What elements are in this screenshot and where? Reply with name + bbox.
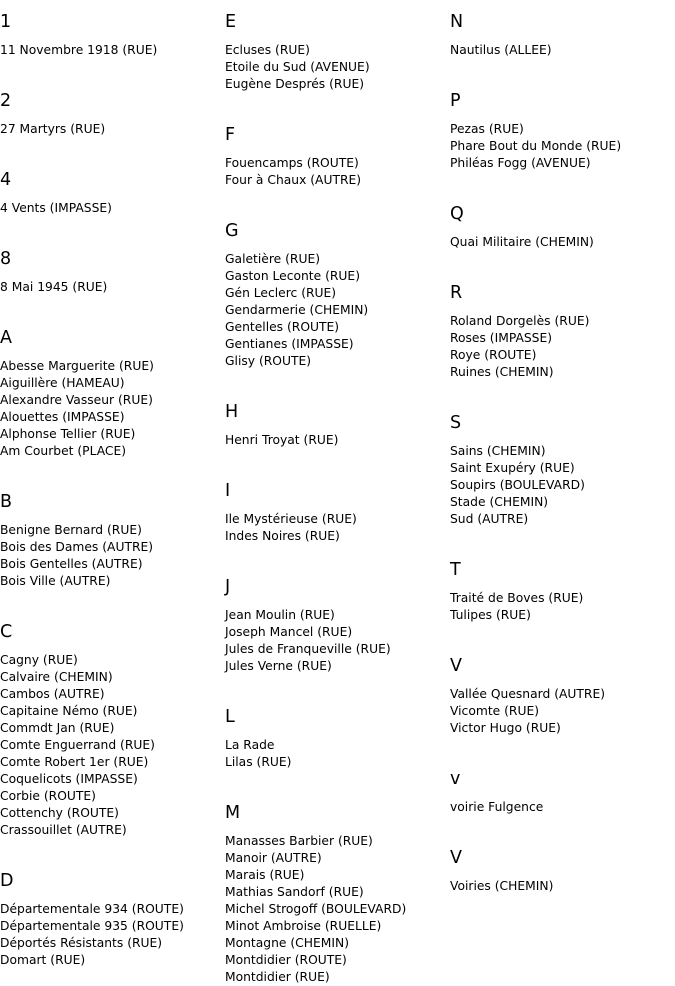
section-letter-heading: V	[450, 656, 462, 676]
street-list	[225, 155, 450, 189]
street-name: Four à Chaux (AUTRE)	[225, 173, 362, 187]
letter-section	[0, 492, 225, 610]
letter-section	[225, 12, 450, 113]
section-spacer	[0, 59, 225, 79]
letter-section	[0, 249, 225, 316]
street-name: Glisy (ROUTE)	[225, 354, 312, 368]
street-name: Alexandre Vasseur (RUE)	[0, 393, 153, 407]
street-list	[0, 901, 225, 969]
letter-section	[0, 622, 225, 859]
street-name: Benigne Bernard (RUE)	[0, 523, 142, 537]
section-letter-heading: H	[225, 402, 239, 422]
street-name: Vicomte (RUE)	[450, 704, 540, 718]
street-name: Eugène Després (RUE)	[225, 77, 365, 91]
street-name: Mathias Sandorf (RUE)	[225, 885, 364, 899]
street-name: Etoile du Sud (AVENUE)	[225, 60, 370, 74]
street-name: Jean Moulin (RUE)	[225, 608, 335, 622]
street-name: Départementale 934 (ROUTE)	[0, 902, 184, 916]
street-name: Corbie (ROUTE)	[0, 789, 96, 803]
section-letter-heading: G	[225, 221, 239, 241]
section-spacer	[450, 172, 675, 192]
section-spacer	[225, 771, 450, 791]
street-name: Stade (CHEMIN)	[450, 495, 549, 509]
letter-section	[225, 402, 450, 469]
street-name: Victor Hugo (RUE)	[450, 721, 561, 735]
section-letter-heading: L	[225, 707, 235, 727]
street-list	[450, 443, 675, 528]
street-name: Vallée Quesnard (AUTRE)	[450, 687, 606, 701]
street-name: La Rade	[225, 738, 275, 752]
street-list	[450, 590, 675, 624]
street-list	[225, 42, 450, 93]
street-name: Domart (RUE)	[0, 953, 86, 967]
street-name: Manoir (AUTRE)	[225, 851, 322, 865]
street-list	[450, 313, 675, 381]
street-name: Indes Noires (RUE)	[225, 529, 340, 543]
street-name: Phare Bout du Monde (RUE)	[450, 139, 622, 153]
section-spacer	[0, 138, 225, 158]
street-name: Am Courbet (PLACE)	[0, 444, 127, 458]
street-name: Saint Exupéry (RUE)	[450, 461, 575, 475]
letter-section	[450, 413, 675, 548]
street-name: Roses (IMPASSE)	[450, 331, 553, 345]
street-name: Cagny (RUE)	[0, 653, 78, 667]
letter-section	[225, 803, 450, 986]
section-letter-heading: T	[450, 560, 461, 580]
street-name: Michel Strogoff (BOULEVARD)	[225, 902, 407, 916]
street-name: Joseph Mancel (RUE)	[225, 625, 353, 639]
section-letter-heading: D	[0, 871, 14, 891]
section-spacer	[225, 93, 450, 113]
street-name: Calvaire (CHEMIN)	[0, 670, 113, 684]
street-name: Lilas (RUE)	[225, 755, 292, 769]
section-letter-heading: 4	[0, 170, 12, 190]
street-list	[0, 200, 225, 217]
street-name: Voiries (CHEMIN)	[450, 879, 554, 893]
street-name: Traité de Boves (RUE)	[450, 591, 584, 605]
section-spacer	[450, 381, 675, 401]
section-spacer	[450, 624, 675, 644]
street-name: Cottenchy (ROUTE)	[0, 806, 119, 820]
section-spacer	[450, 816, 675, 836]
street-list	[450, 686, 675, 737]
section-letter-heading: R	[450, 283, 463, 303]
street-list	[225, 251, 450, 370]
street-name: Commdt Jan (RUE)	[0, 721, 115, 735]
street-name: voirie Fulgence	[450, 800, 544, 814]
street-name: Bois Gentelles (AUTRE)	[0, 557, 143, 571]
letter-section	[0, 170, 225, 237]
street-name: 8 Mai 1945 (RUE)	[0, 280, 108, 294]
street-name: Départementale 935 (ROUTE)	[0, 919, 184, 933]
letter-section	[450, 91, 675, 192]
street-name: Montdidier (RUE)	[225, 970, 330, 984]
street-list	[225, 432, 450, 449]
street-name: Pezas (RUE)	[450, 122, 524, 136]
letter-section	[225, 125, 450, 209]
letter-section	[225, 707, 450, 791]
section-spacer	[450, 528, 675, 548]
street-name: Gén Leclerc (RUE)	[225, 286, 337, 300]
street-name: Henri Troyat (RUE)	[225, 433, 339, 447]
street-name: Montagne (CHEMIN)	[225, 936, 349, 950]
street-name: Tulipes (RUE)	[450, 608, 531, 622]
street-name: Nautilus (ALLEE)	[450, 43, 552, 57]
street-name: 27 Martyrs (RUE)	[0, 122, 106, 136]
section-letter-heading: 2	[0, 91, 12, 111]
street-list	[225, 607, 450, 675]
street-name: Comte Enguerrand (RUE)	[0, 738, 155, 752]
street-list	[0, 279, 225, 296]
index-column-1	[0, 0, 225, 969]
section-spacer	[0, 460, 225, 480]
street-name: Minot Ambroise (RUELLE)	[225, 919, 382, 933]
street-name: Jules Verne (RUE)	[225, 659, 332, 673]
street-list	[225, 833, 450, 986]
section-letter-heading: v	[450, 769, 461, 789]
section-spacer	[0, 839, 225, 859]
section-spacer	[0, 296, 225, 316]
section-letter-heading: M	[225, 803, 241, 823]
street-name: Gendarmerie (CHEMIN)	[225, 303, 369, 317]
section-letter-heading: J	[225, 577, 231, 597]
street-name: Coquelicots (IMPASSE)	[0, 772, 138, 786]
section-letter-heading: P	[450, 91, 461, 111]
letter-section	[225, 577, 450, 695]
street-name: Alphonse Tellier (RUE)	[0, 427, 136, 441]
section-spacer	[225, 189, 450, 209]
section-spacer	[450, 251, 675, 271]
street-name: Alouettes (IMPASSE)	[0, 410, 125, 424]
street-name: Crassouillet (AUTRE)	[0, 823, 127, 837]
street-list	[450, 799, 675, 816]
street-list	[450, 878, 675, 895]
street-name: Roye (ROUTE)	[450, 348, 537, 362]
street-name: Philéas Fogg (AVENUE)	[450, 156, 591, 170]
letter-section	[0, 871, 225, 969]
street-list	[225, 737, 450, 771]
street-list	[450, 42, 675, 59]
section-spacer	[0, 217, 225, 237]
section-spacer	[225, 545, 450, 565]
street-name: Déportés Résistants (RUE)	[0, 936, 163, 950]
section-letter-heading: 1	[0, 12, 12, 32]
section-letter-heading: B	[0, 492, 13, 512]
letter-section	[0, 91, 225, 158]
letter-section	[225, 481, 450, 565]
section-letter-heading: S	[450, 413, 462, 433]
street-name: Ile Mystérieuse (RUE)	[225, 512, 357, 526]
section-letter-heading: I	[225, 481, 231, 501]
street-name: Fouencamps (ROUTE)	[225, 156, 359, 170]
street-name: Roland Dorgelès (RUE)	[450, 314, 590, 328]
letter-section	[450, 283, 675, 401]
street-name: Bois Ville (AUTRE)	[0, 574, 111, 588]
section-letter-heading: A	[0, 328, 12, 348]
street-name: Sud (AUTRE)	[450, 512, 529, 526]
street-name: Quai Militaire (CHEMIN)	[450, 235, 594, 249]
index-column-3	[450, 0, 675, 895]
section-letter-heading: N	[450, 12, 464, 32]
section-letter-heading: C	[0, 622, 13, 642]
section-letter-heading: V	[450, 848, 462, 868]
letter-section	[450, 769, 675, 836]
street-list	[450, 234, 675, 251]
section-spacer	[225, 675, 450, 695]
street-name: Manasses Barbier (RUE)	[225, 834, 373, 848]
street-name: Gaston Leconte (RUE)	[225, 269, 361, 283]
street-name: Gentelles (ROUTE)	[225, 320, 340, 334]
section-spacer	[450, 737, 675, 757]
street-name: Abesse Marguerite (RUE)	[0, 359, 154, 373]
section-letter-heading: E	[225, 12, 237, 32]
street-name: Cambos (AUTRE)	[0, 687, 105, 701]
letter-section	[450, 656, 675, 757]
street-name: Capitaine Némo (RUE)	[0, 704, 138, 718]
letter-section	[0, 328, 225, 480]
street-name: Gentianes (IMPASSE)	[225, 337, 354, 351]
street-name: Sains (CHEMIN)	[450, 444, 546, 458]
letter-section	[450, 560, 675, 644]
street-name: Bois des Dames (AUTRE)	[0, 540, 154, 554]
street-name: Soupirs (BOULEVARD)	[450, 478, 585, 492]
section-letter-heading: Q	[450, 204, 464, 224]
letter-section	[225, 221, 450, 390]
street-name: 11 Novembre 1918 (RUE)	[0, 43, 158, 57]
letter-section	[450, 848, 675, 895]
street-list	[0, 42, 225, 59]
street-list	[450, 121, 675, 172]
section-spacer	[225, 449, 450, 469]
street-name: Ruines (CHEMIN)	[450, 365, 554, 379]
section-spacer	[225, 370, 450, 390]
street-list	[0, 121, 225, 138]
section-letter-heading: 8	[0, 249, 12, 269]
street-name: Jules de Franqueville (RUE)	[225, 642, 391, 656]
letter-section	[0, 12, 225, 79]
street-list	[225, 511, 450, 545]
section-spacer	[450, 59, 675, 79]
street-name: 4 Vents (IMPASSE)	[0, 201, 112, 215]
index-column-2	[225, 0, 450, 986]
street-name: Galetière (RUE)	[225, 252, 321, 266]
section-letter-heading: F	[225, 125, 236, 145]
letter-section	[450, 204, 675, 271]
street-list	[0, 652, 225, 839]
letter-section	[450, 12, 675, 79]
street-name: Comte Robert 1er (RUE)	[0, 755, 149, 769]
street-name: Montdidier (ROUTE)	[225, 953, 347, 967]
street-name: Ecluses (RUE)	[225, 43, 310, 57]
section-spacer	[0, 590, 225, 610]
street-name: Aiguillère (HAMEAU)	[0, 376, 125, 390]
street-list	[0, 522, 225, 590]
street-list	[0, 358, 225, 460]
street-name: Marais (RUE)	[225, 868, 305, 882]
